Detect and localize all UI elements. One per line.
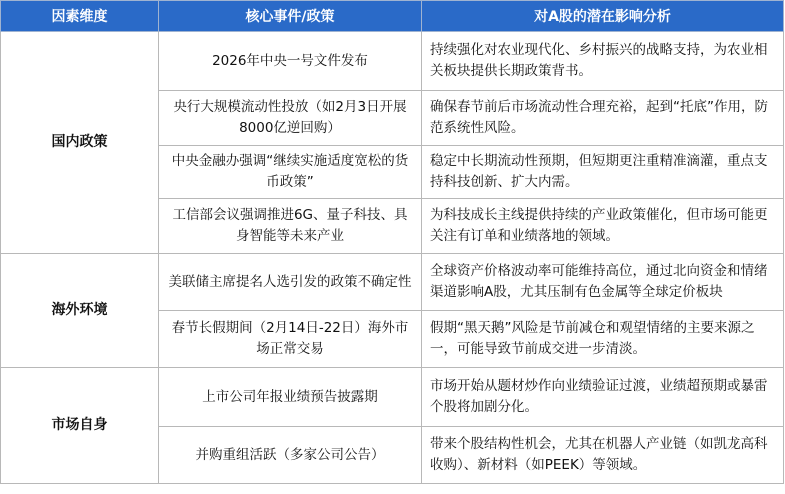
impact-cell: 市场开始从题材炒作向业绩验证过渡，业绩超预期或暴雷个股将加剧分化。 [422,368,784,427]
category-overseas: 海外环境 [1,254,159,368]
event-cell: 2026年中央一号文件发布 [159,32,422,91]
impact-cell: 带来个股结构性机会，尤其在机器人产业链（如凯龙高科收购）、新材料（如PEEK）等领域。 [422,427,784,484]
impact-cell: 持续强化对农业现代化、乡村振兴的战略支持，为农业相关板块提供长期政策背书。 [422,32,784,91]
event-cell: 美联储主席提名人选引发的政策不确定性 [159,254,422,311]
event-cell: 上市公司年报业绩预告披露期 [159,368,422,427]
table-row [1,254,784,311]
impact-cell: 为科技成长主线提供持续的产业政策催化，但市场可能更关注有订单和业绩落地的领域。 [422,199,784,254]
table-row [1,32,784,91]
impact-cell: 假期“黑天鹅”风险是节前减仓和观望情绪的主要来源之一，可能导致节前成交进一步清淡。 [422,311,784,368]
event-cell: 并购重组活跃（多家公司公告） [159,427,422,484]
impact-cell: 全球资产价格波动率可能维持高位，通过北向资金和情绪渠道影响A股，尤其压制有色金属等全球定价板块 [422,254,784,311]
impact-cell: 稳定中长期流动性预期，但短期更注重精准滴灌，重点支持科技创新、扩大内需。 [422,146,784,199]
event-cell: 央行大规模流动性投放（如2月3日开展8000亿逆回购） [159,91,422,146]
header-event: 核心事件/政策 [159,1,422,32]
header-factor: 因素维度 [1,1,159,32]
header-impact: 对A股的潜在影响分析 [422,1,784,32]
event-cell: 春节长假期间（2月14日-22日）海外市场正常交易 [159,311,422,368]
table-row [1,368,784,427]
event-cell: 中央金融办强调“继续实施适度宽松的货币政策” [159,146,422,199]
event-cell: 工信部会议强调推进6G、量子科技、具身智能等未来产业 [159,199,422,254]
category-domestic-policy: 国内政策 [1,32,159,254]
impact-cell: 确保春节前后市场流动性合理充裕，起到“托底”作用，防范系统性风险。 [422,91,784,146]
header-row [1,1,784,32]
category-market-itself: 市场自身 [1,368,159,484]
